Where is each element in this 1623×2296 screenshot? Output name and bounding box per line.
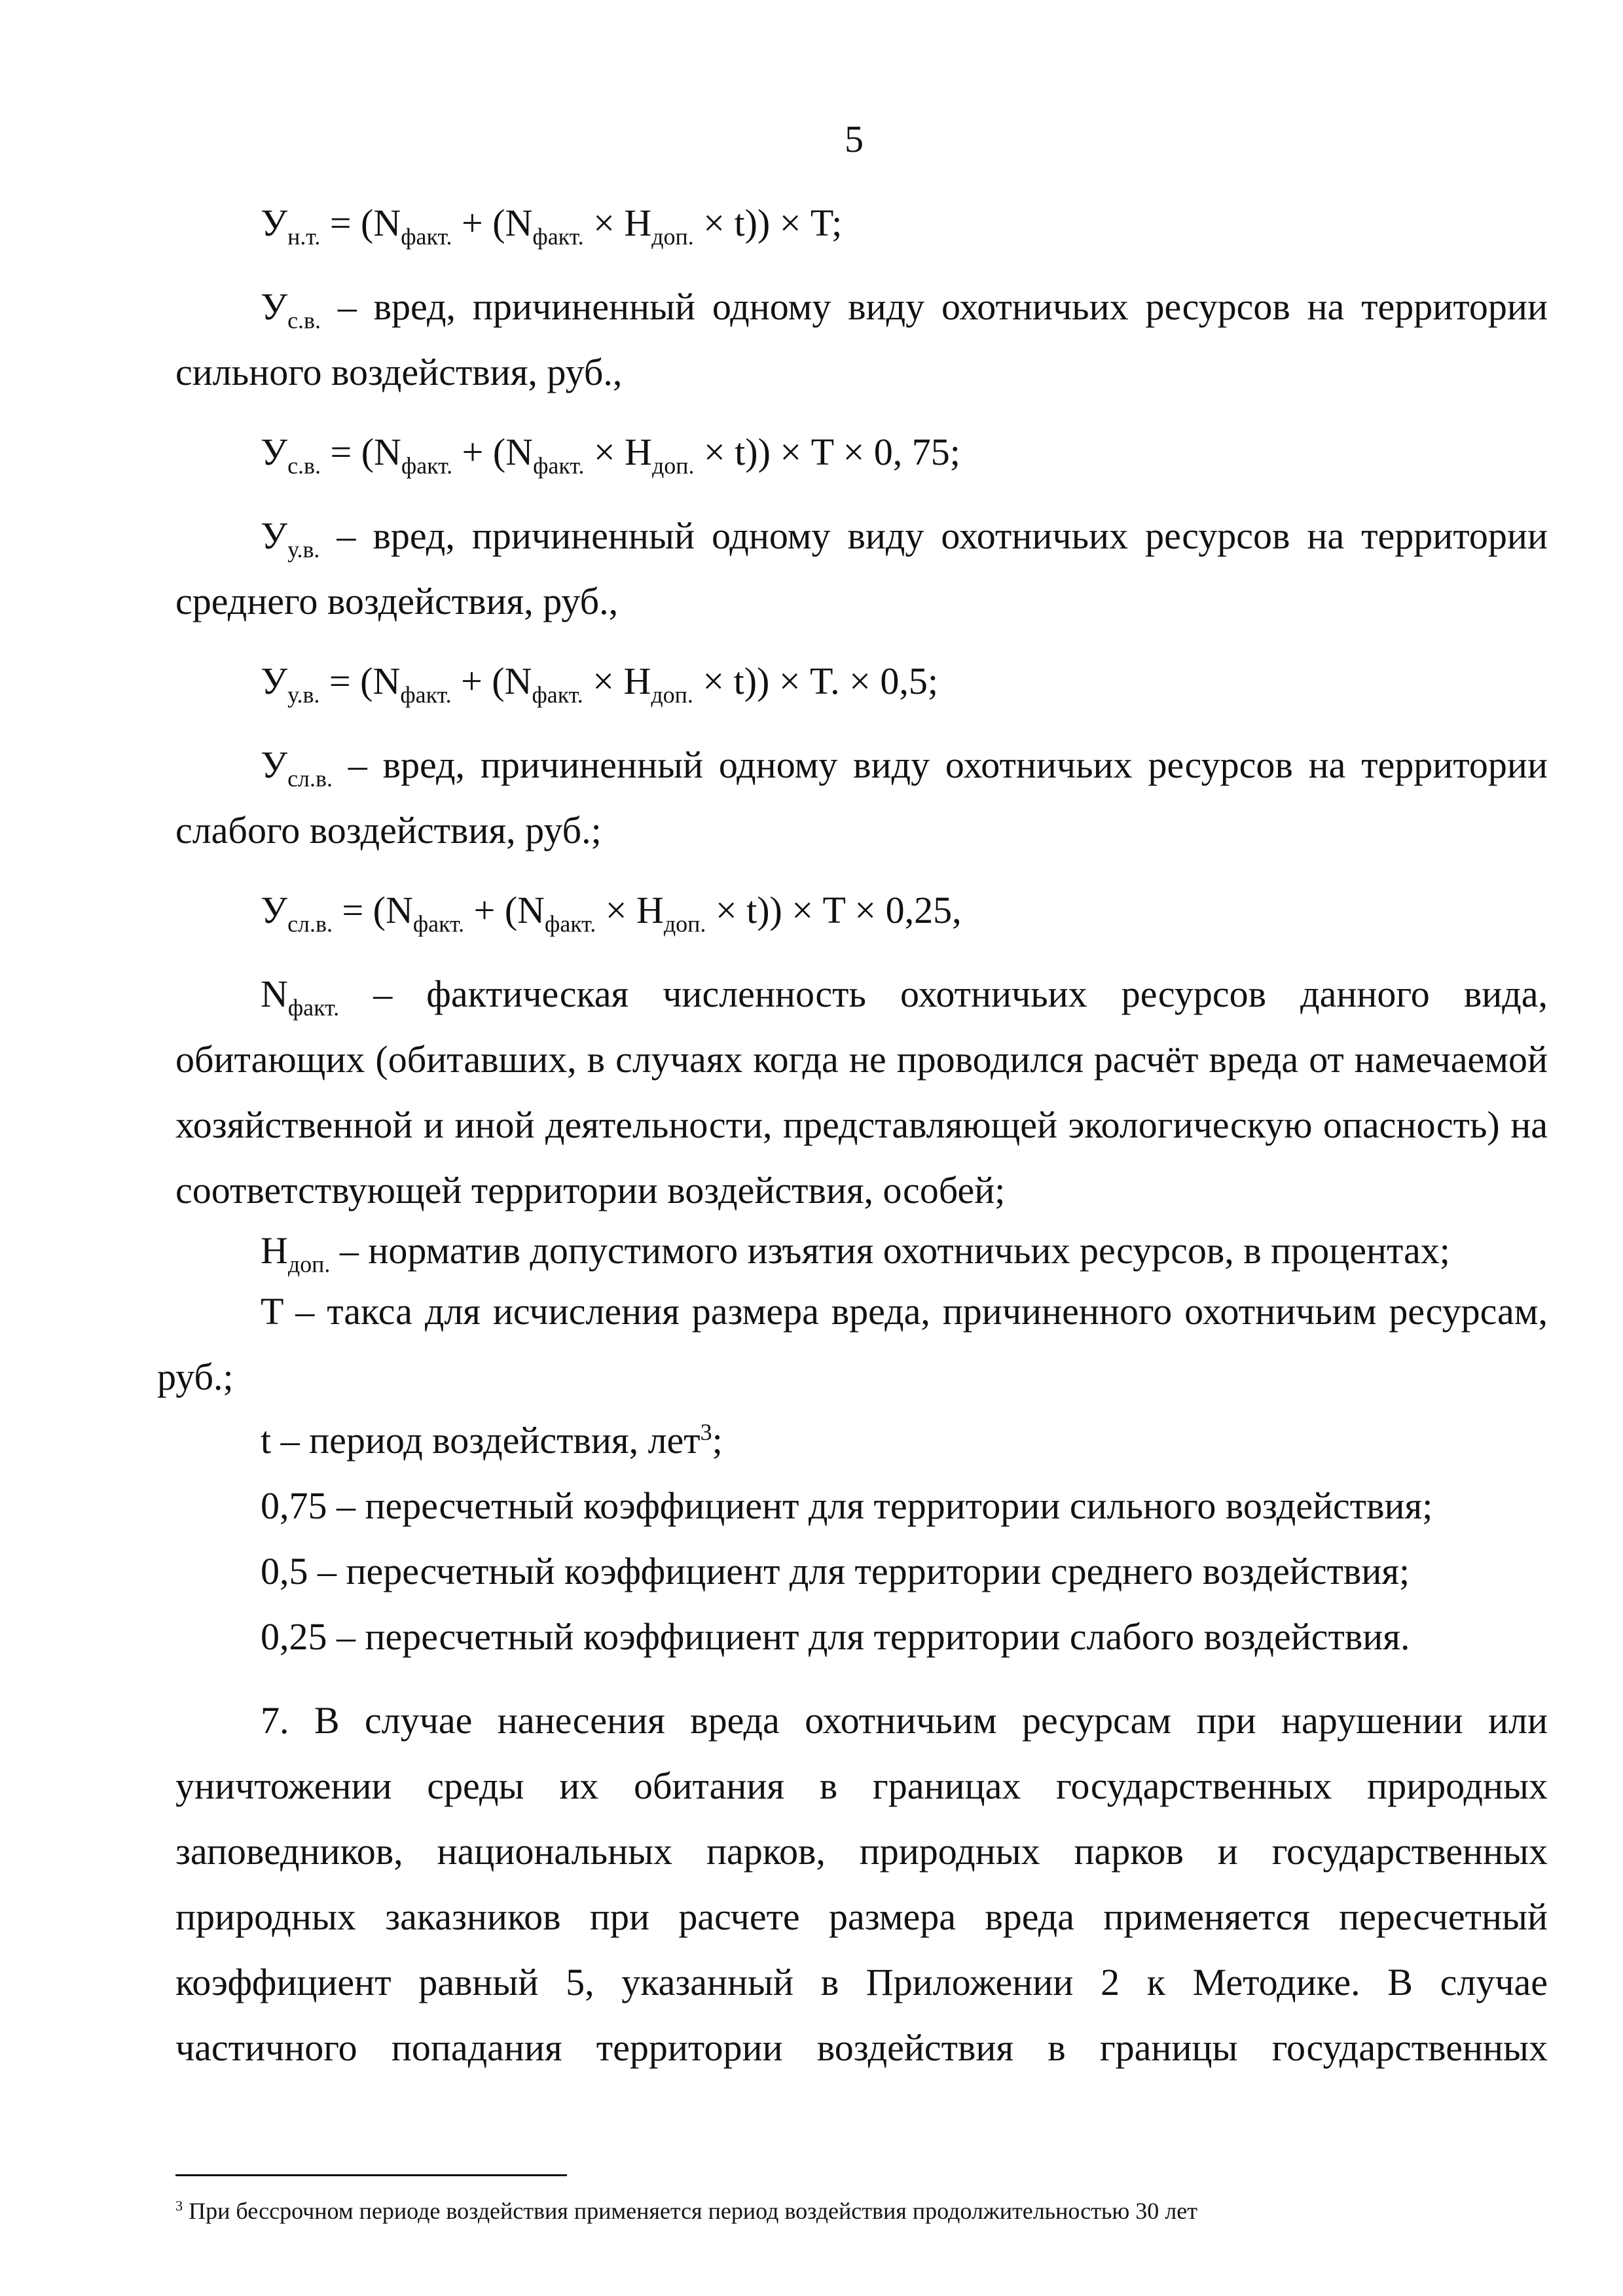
formula-harm-strong: $У_{с.в.} = (N_{факт.} + (N_{факт.} \times Н_{доп.} \times t)) \times T \times 0$, 75;: [261, 431, 960, 479]
paragraph-7-line-2: уничтожении среды их обитания в границах государственных природных: [175, 1765, 1548, 1807]
paragraph-7-line-6: частичного попадания территории воздействия в границы государственных: [175, 2026, 1548, 2069]
nfact-definition-line-4: соответствующей территории воздействия, особей;: [175, 1169, 1006, 1211]
footnote: $^3$ При бессрочном периоде воздействия применяется период воздействия продолжительностью 30 лет: [175, 2197, 1197, 2224]
formula-harm-no-access: $У_{н.т.} = (N_{факт.} + (N_{факт.} \times Н_{доп.} \times t)) \times T$;: [261, 202, 843, 250]
paragraph-7-line-3: заповедников, национальных парков, природных парков и государственных: [175, 1830, 1548, 1873]
footnote-reference: 3: [700, 1419, 712, 1446]
coefficient-medium: 0,5 – пересчетный коэффициент для территории среднего воздействия;: [261, 1550, 1410, 1592]
definition-weak-line-1: $У_{сл.в.}$ – вред, причиненный одному виду охотничьих ресурсов на территории: [261, 744, 1548, 792]
nfact-definition-line-1: $N_{факт.}$ – фактическая численность охотничьих ресурсов данного вида,: [261, 973, 1548, 1021]
nfact-definition-line-3: хозяйственной и иной деятельности, представляющей экологическую опасность) на: [175, 1103, 1548, 1146]
definition-medium-line-2: среднего воздействия, руб.,: [175, 580, 619, 622]
paragraph-7-line-5: коэффициент равный 5, указанный в Приложении 2 к Методике. В случае: [175, 1961, 1548, 2003]
definition-strong-line-2: сильного воздействия, руб.,: [175, 351, 623, 393]
paragraph-7-line-1: 7. В случае нанесения вреда охотничьим ресурсам при нарушении или: [261, 1699, 1548, 1742]
coefficient-strong: 0,75 – пересчетный коэффициент для территории сильного воздействия;: [261, 1484, 1433, 1527]
nfact-definition-line-2: обитающих (обитавших, в случаях когда не проводился расчёт вреда от намечаемой: [175, 1038, 1548, 1081]
formula-harm-medium: $У_{у.в.} = (N_{факт.} + (N_{факт.} \times Н_{доп.} \times t)) \times T$. × 0,5;: [261, 660, 938, 708]
page-number: 5: [845, 118, 864, 160]
footnote-separator: [175, 2174, 567, 2176]
definition-weak-line-2: слабого воздействия, руб.;: [175, 809, 602, 852]
taxa-definition-line-1: T – такса для исчисления размера вреда, причиненного охотничьим ресурсам,: [261, 1290, 1548, 1333]
ndop-definition: $Н_{доп.}$ – норматив допустимого изъятия охотничьих ресурсов, в процентах;: [261, 1229, 1450, 1278]
taxa-definition-line-2: руб.;: [157, 1355, 234, 1398]
coefficient-weak: 0,25 – пересчетный коэффициент для территории слабого воздействия.: [261, 1615, 1410, 1658]
definition-strong-line-1: $У_{с.в.}$ – вред, причиненный одному виду охотничьих ресурсов на территории: [261, 285, 1548, 334]
paragraph-7-line-4: природных заказников при расчете размера вреда применяется пересчетный: [175, 1895, 1548, 1938]
definition-medium-line-1: $У_{у.в.}$ – вред, причиненный одному виду охотничьих ресурсов на территории: [261, 514, 1548, 563]
footnote-mark: 3: [175, 2197, 183, 2214]
period-definition: t – период воздействия, лет$^3$;: [261, 1419, 723, 1462]
formula-harm-weak: $У_{сл.в.} = (N_{факт.} + (N_{факт.} \times Н_{доп.} \times t)) \times T \times 0,25$,: [261, 889, 962, 937]
